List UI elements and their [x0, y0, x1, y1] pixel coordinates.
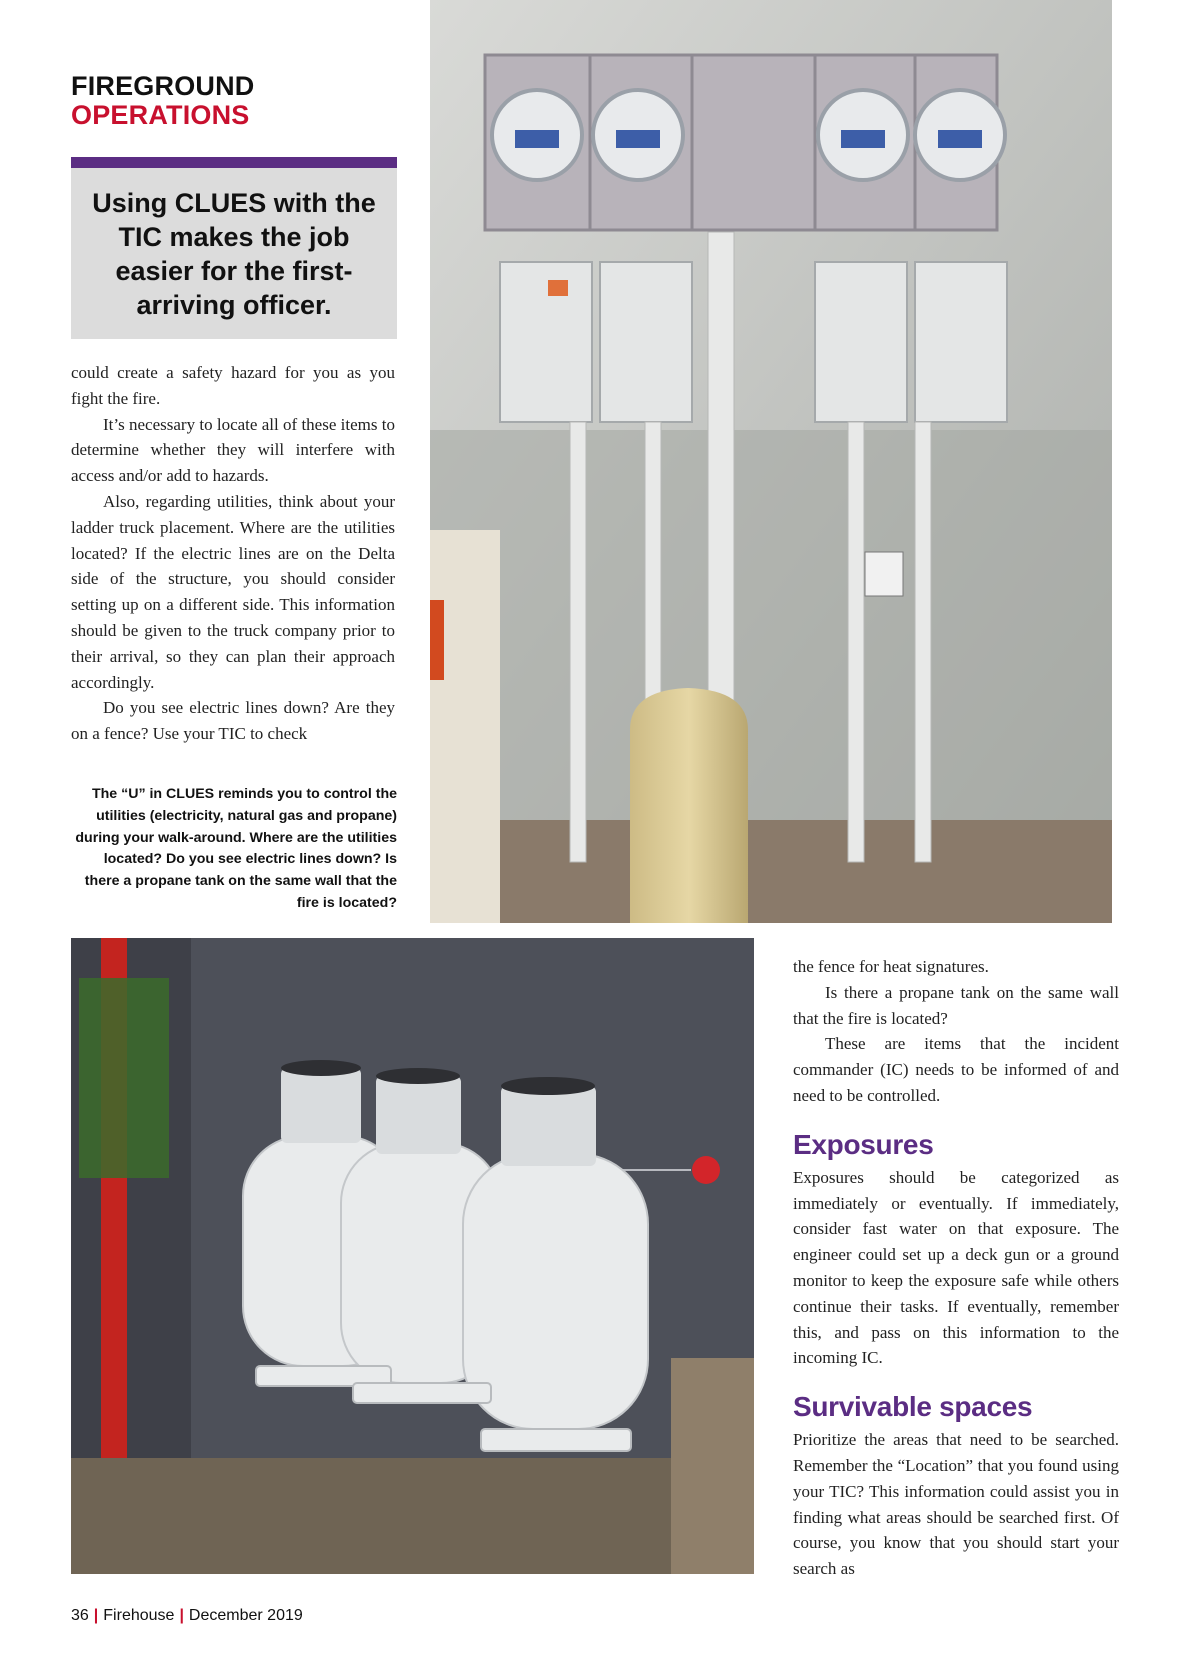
- propane-tanks-photo: [71, 938, 754, 1574]
- paragraph: Is there a propane tank on the same wall that the fire is located?: [793, 982, 1119, 1028]
- section-label-sub: OPERATIONS: [71, 100, 250, 130]
- section-label: FIREGROUND: [71, 71, 255, 101]
- electric-meters-photo: [430, 0, 1112, 923]
- propane-tanks-illustration: [71, 938, 754, 1574]
- paragraph: Prioritize the areas that need to be searched. Remember the “Location” that you found using your TIC? This information could assist you in finding what areas should be searched first. Of course, you know that you should start your search as: [793, 1430, 1119, 1579]
- paragraph: the fence for heat signatures.: [793, 957, 989, 976]
- magazine-name: Firehouse: [103, 1607, 175, 1624]
- paragraph: could create a safety hazard for you as you fight the fire.: [71, 363, 395, 408]
- subhead-survivable-spaces: Survivable spaces: [793, 1391, 1033, 1423]
- paragraph: Exposures should be categorized as immediately or eventually. If immediately, consider fast water on that exposure. The engineer could set up a deck gun or a ground monitor to keep the exposure safe while others continue their tasks. If eventually, remember this, and pass on this information to the incoming IC.: [793, 1167, 1119, 1368]
- paragraph: It’s necessary to locate all of these items to determine whether they will interfere with access and/or add to hazards.: [71, 414, 395, 486]
- footer-separator: |: [93, 1607, 99, 1624]
- paragraph: Do you see electric lines down? Are they on a fence? Use your TIC to check: [71, 698, 395, 744]
- electric-meters-illustration: [430, 0, 1112, 923]
- left-column: [71, 360, 395, 747]
- pull-quote-bar: [71, 157, 397, 168]
- pull-quote-text: Using CLUES with the TIC makes the job easier for the first-arriving officer.: [92, 187, 376, 320]
- right-column: [793, 954, 1119, 1582]
- page-number: 36: [71, 1607, 89, 1624]
- pull-quote: [71, 168, 397, 339]
- photo-caption: The “U” in CLUES reminds you to control the utilities (electricity, natural gas and propane) during your walk-around. Where are the utilities located? Do you see electric lines down? Is there a propane tank on the same wall that the fire is located?: [75, 786, 397, 911]
- page-footer: [71, 1607, 303, 1625]
- subhead-exposures: Exposures: [793, 1128, 934, 1160]
- footer-separator: |: [179, 1607, 184, 1624]
- issue-date: December 2019: [188, 1607, 303, 1624]
- paragraph: Also, regarding utilities, think about your ladder truck placement. Where are the utilities located? If the electric lines are on the Delta side of the structure, you should consider setting up on a different side. This information should be given to the truck company prior to their arrival, so they can plan their approach accordingly.: [71, 491, 395, 692]
- paragraph: These are items that the incident commander (IC) needs to be informed of and need to be controlled.: [793, 1034, 1119, 1105]
